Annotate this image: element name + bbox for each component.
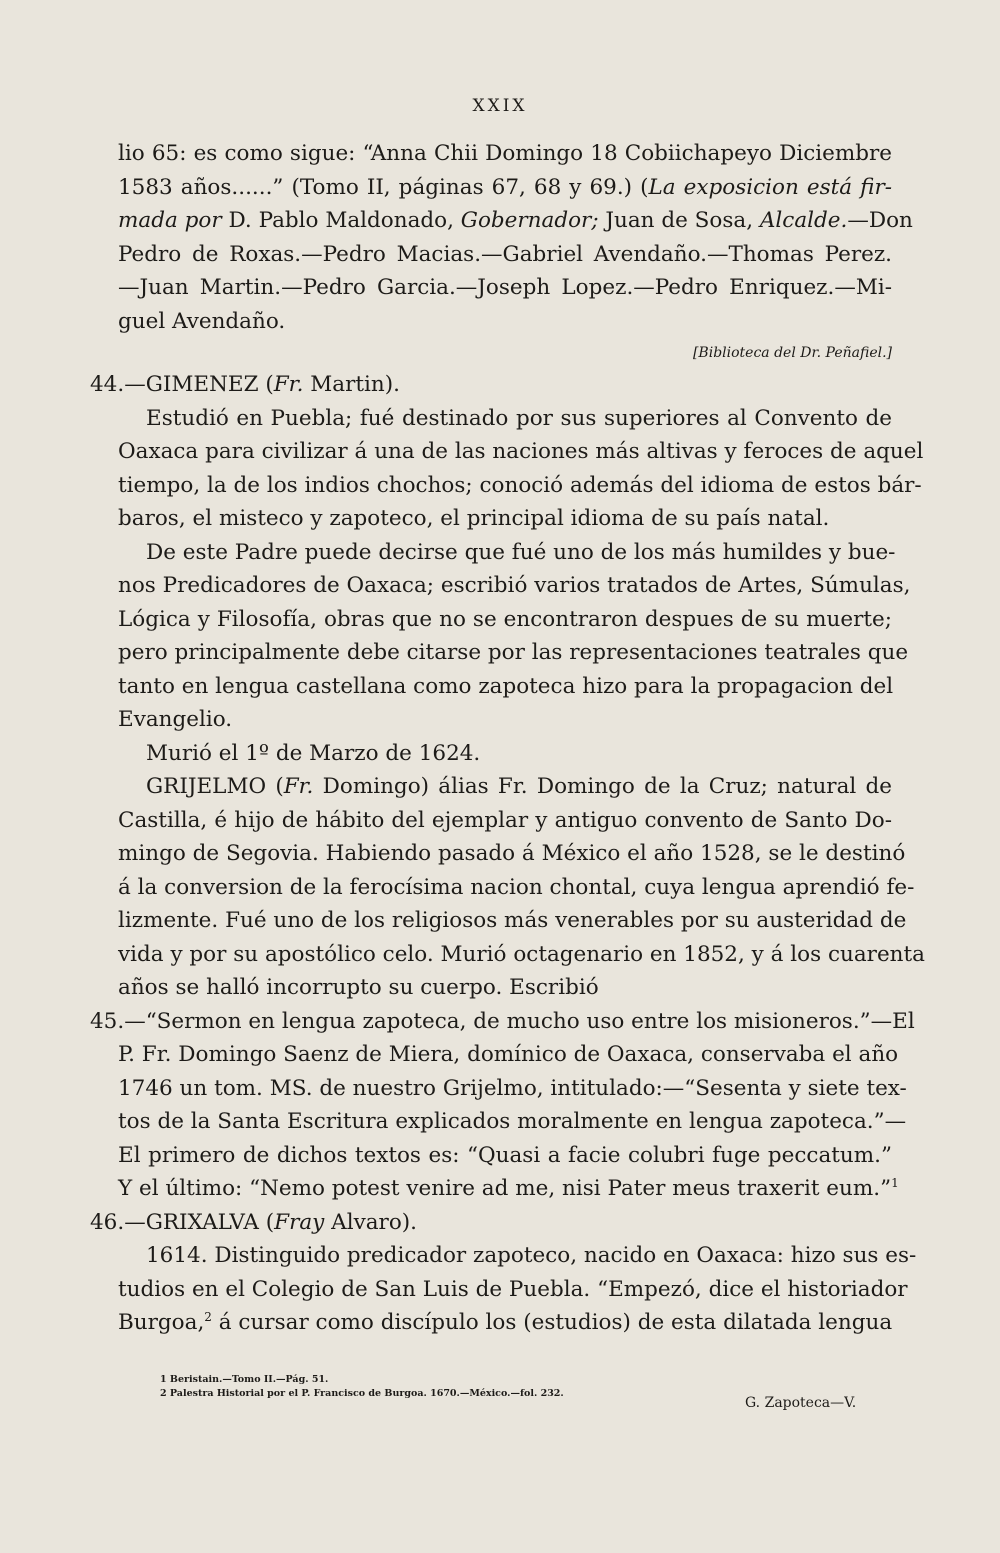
text-line: mada por D. Pablo Maldonado, Gobernador; Juan de Sosa, Alcalde.—Don [118, 208, 913, 233]
entry-heading: 44.—GIMENEZ (Fr. Martin). [90, 372, 400, 397]
text-line: pero principalmente debe citarse por las representaciones teatrales que [118, 640, 909, 665]
text-line: —Juan Martin.—Pedro Garcia.—Joseph Lopez.—Pedro Enriquez.—Mi- [118, 275, 892, 300]
text-line: 1583 años......” (Tomo II, páginas 67, 68 y 69.) (La exposicion está fir- [118, 174, 892, 200]
footnote: 1 Beristain.—Tomo II.—Pág. 51. [160, 1374, 329, 1385]
text-line: lio 65: es como sigue: “Anna Chii Domingo 18 Cobiichapeyo Diciembre [118, 141, 892, 166]
footnote-ref: 1 [891, 1176, 899, 1190]
text-line: tos de la Santa Escritura explicados moralmente en lengua zapoteca.”— [118, 1109, 907, 1134]
text-line: mingo de Segovia. Habiendo pasado á México el año 1528, se le destinó [118, 841, 906, 866]
text-line: tanto en lengua castellana como zapoteca hizo para la propagacion del [118, 673, 894, 699]
text-line: Murió el 1º de Marzo de 1624. [146, 740, 481, 766]
footnote: 2 Palestra Historial por el P. Francisco de Burgoa. 1670.—México.—fol. 232. [160, 1388, 564, 1399]
text-line: Oaxaca para civilizar á una de las naciones más altivas y feroces de aquel [118, 439, 924, 464]
text-line: tiempo, la de los indios chochos; conoció además del idioma de estos bár- [118, 472, 922, 498]
text-line: 1746 un tom. MS. de nuestro Grijelmo, intitulado:—“Sesenta y siete tex- [118, 1075, 907, 1101]
text-line: tudios en el Colegio de San Luis de Puebla. “Empezó, dice el historiador [118, 1276, 908, 1302]
text-line: El primero de dichos textos es: “Quasi a facie colubri fuge peccatum.” [118, 1142, 892, 1168]
text-line: P. Fr. Domingo Saenz de Miera, domínico de Oaxaca, conservaba el año [118, 1042, 899, 1067]
text-line: De este Padre puede decirse que fué uno de los más humildes y bue- [146, 539, 896, 565]
text-line: á la conversion de la ferocísima nacion chontal, cuya lengua aprendió fe- [118, 874, 915, 900]
entry-heading: 45.—“Sermon en lengua zapoteca, de mucho uso entre los misioneros.”—El [90, 1008, 915, 1034]
signature-mark: G. Zapoteca—V. [745, 1395, 857, 1411]
page-body [90, 137, 925, 1340]
text-line: Lógica y Filosofía, obras que no se encontraron despues de su muerte; [118, 606, 892, 632]
text-line: años se halló incorrupto su cuerpo. Escribió [118, 975, 599, 1000]
footnote-ref: 2 [204, 1310, 212, 1324]
text-line: vida y por su apostólico celo. Murió octagenario en 1852, y á los cuarenta [118, 941, 925, 967]
text-line: Burgoa,$^2$ á cursar como discípulo los (estudios) de esta dilatada lengua [118, 1310, 893, 1335]
text-line: 1614. Distinguido predicador zapoteco, nacido en Oaxaca: hizo sus es- [146, 1243, 917, 1268]
text-line: Castilla, é hijo de hábito del ejemplar y antiguo convento de Santo Do- [118, 807, 892, 833]
text-line: lizmente. Fué uno de los religiosos más venerables por su austeridad de [118, 908, 907, 933]
entry-heading: 46.—GRIXALVA (Fray Alvaro). [90, 1209, 417, 1235]
text-line: Pedro de Roxas.—Pedro Macias.—Gabriel Avendaño.—Thomas Perez. [118, 241, 892, 267]
text-line: Evangelio. [118, 707, 233, 732]
text-line: Estudió en Puebla; fué destinado por sus superiores al Convento de [146, 405, 892, 431]
text-line: GRIJELMO (Fr. Domingo) álias Fr. Domingo de la Cruz; natural de [146, 774, 892, 799]
citation: [Biblioteca del Dr. Peñafiel.] [692, 345, 892, 361]
page-number: XXIX [472, 96, 528, 116]
text-line: nos Predicadores de Oaxaca; escribió varios tratados de Artes, Súmulas, [118, 573, 911, 598]
text-line: baros, el misteco y zapoteco, el principal idioma de su país natal. [118, 506, 830, 531]
text-line: guel Avendaño. [118, 308, 286, 334]
text-line: Y el último: “Nemo potest venire ad me, nisi Pater meus traxerit eum.”$^1$ [118, 1176, 899, 1201]
